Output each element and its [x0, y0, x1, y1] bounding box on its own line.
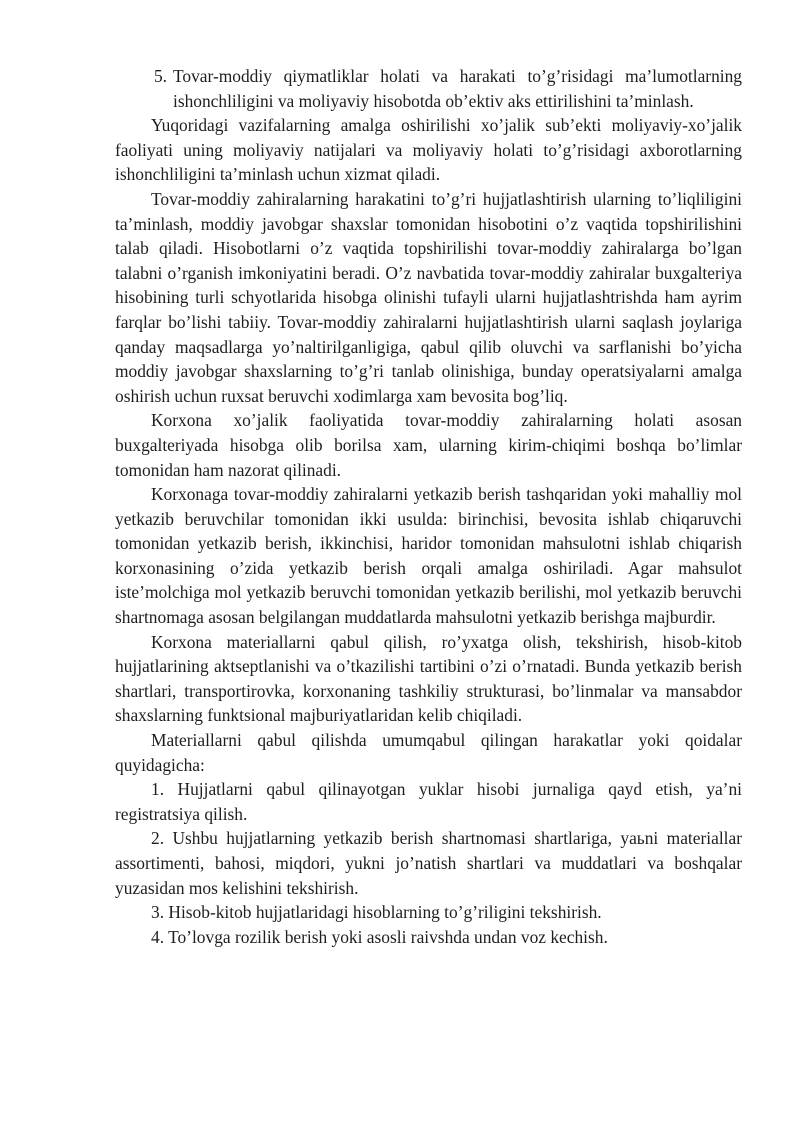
list-step: 1. Hujjatlarni qabul qilinayotgan yuklar hisobi jurnaliga qayd etish, ya’ni registratsiya qilish. [115, 779, 742, 824]
document-page [115, 64, 742, 949]
list-item-number: 5. [153, 66, 167, 86]
list-step: 3. Hisob-kitob hujjatlaridagi hisoblarning to’g’riligini tekshirish. [151, 902, 602, 923]
paragraph: Korxona xo’jalik faoliyatida tovar-moddiy zahiralarning holati asosan buxgalteriyada hisobga olib borilsa xam, ularning kirim-chiqimi boshqa bo’limlar tomonidan ham nazorat qilinadi. [115, 410, 742, 480]
list-step: 4. To’lovga rozilik berish yoki asosli raivshda undan voz kechish. [151, 926, 608, 947]
list-item [115, 64, 742, 113]
paragraph: Materiallarni qabul qilishda umumqabul qilingan harakatlar yoki qoidalar quyidagicha: [115, 730, 742, 775]
paragraph: Yuqoridagi vazifalarning amalga oshirilishi xo’jalik sub’ekti moliyaviy-xo’jalik faoliyati uning moliyaviy natijalari va moliyaviy holati to’g’risidagi axborotlarning ishonchliligini ta’minlash uchun xizmat qiladi. [115, 115, 742, 185]
paragraph: Tovar-moddiy zahiralarning harakatini to’g’ri hujjatlashtirish ularning to’liqliligini ta’minlash, moddiy javobgar shaxslar tomonidan hisobotini o’z vaqtida topshirilishini talab qiladi. Hisobotlarni o’z vaqtida topshirilishi tovar-moddiy zahiralarga bo’lgan talabni o’rganish imkoniyatini beradi. O’z navbatida tovar-moddiy zahiralar buxgalteriya hisobining turli schyotlarida hisobga olinishi tufayli ularni hujjatlashtrishda ham ayrim farqlar bo’lishi tabiiy. Tovar-moddiy zahiralarni hujjatlashtirish ularni saqlash joylariga qanday maqsadlarga yo’naltirilganligiga, qabul qilib oluvchi va sarflanishi bo’yicha moddiy javobgar shaxslarning to’g’ri tanlab olinishiga, bunday operatsiyalarni amalga oshirish uchun ruxsat beruvchi xodimlarga xam bevosita bog’liq. [115, 188, 742, 406]
list-item-text: Tovar-moddiy qiymatliklar holati va harakati to’g’risidagi ma’lumotlarning ishonchliligini va moliyaviy hisobotda ob’ektiv aks ettirilishini ta’minlash. [173, 66, 742, 111]
paragraph: Korxonaga tovar-moddiy zahiralarni yetkazib berish tashqaridan yoki mahalliy mol yetkazib beruvchilar tomonidan ikki usulda: birinchisi, bevosita ishlab chiqaruvchi tomonidan yetkazib berish, ikkinchisi, haridor tomonidan mahsulotni ishlab chiqarish korxonasining o’zida yetkazib berish orqali amalga oshiriladi. Agar mahsulot iste’molchiga mol yetkazib beruvchi tomonidan yetkazib berilishi, mol yetkazib beruvchi shartnomaga asosan belgilangan muddatlarda mahsulotni yetkazib berishga majburdir. [115, 484, 742, 628]
paragraph: Korxona materiallarni qabul qilish, ro’yxatga olish, tekshirish, hisob-kitob hujjatlarining aktseptlanishi va o’tkazilishi tartibini o’zi o’rnatadi. Bunda yetkazib berish shartlari, transportirovka, korxonaning tashkiliy strukturasi, bo’linmalar va mansabdor shaxslarning funktsional majburiyatlaridan kelib chiqiladi. [115, 631, 742, 726]
list-step: 2. Ushbu hujjatlarning yetkazib berish shartnomasi shartlariga, yaьni materiallar assortimenti, bahosi, miqdori, yukni jo’natish shartlari va muddatlari va boshqalar yuzasidan mos kelishini tekshirish. [115, 828, 742, 898]
